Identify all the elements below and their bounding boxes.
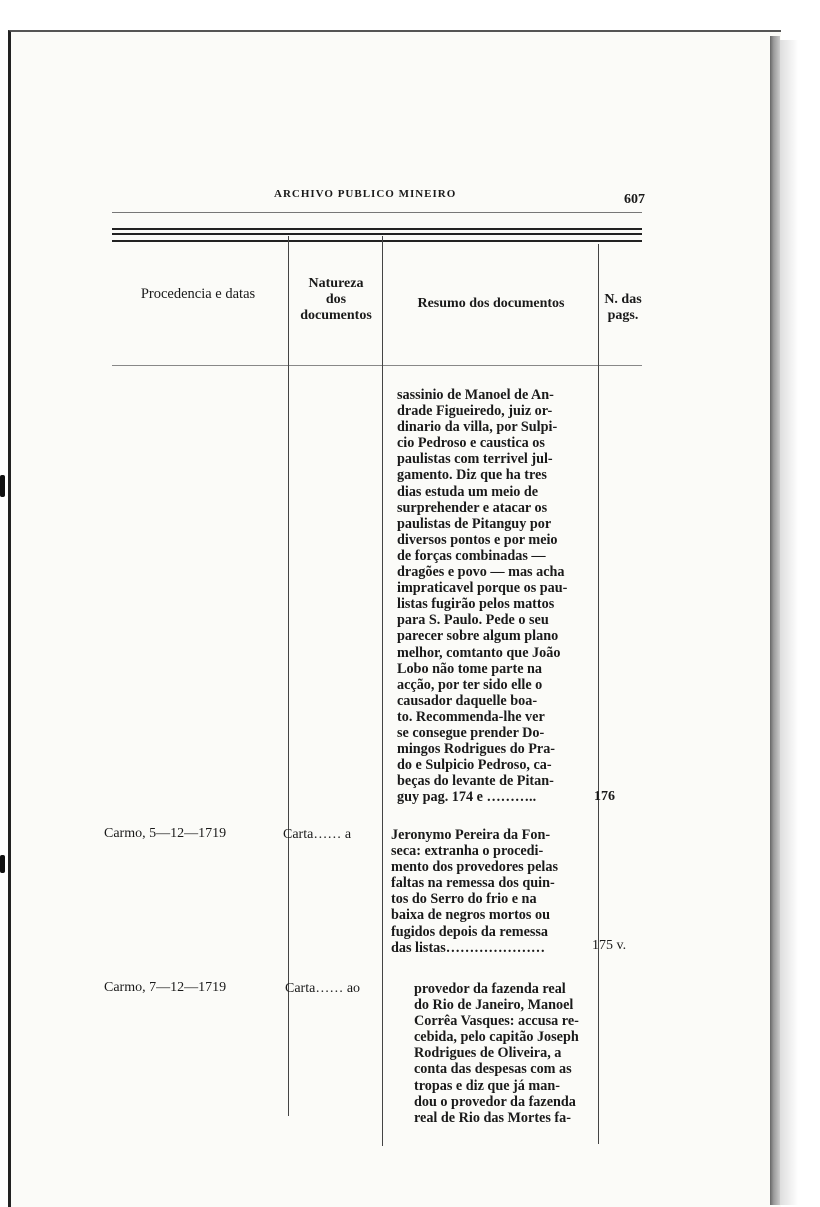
summary-line: tropas e diz que já man- [414,1077,560,1094]
summary-line: provedor da fazenda real [414,981,566,997]
summary-line: Jeronymo Pereira da Fon- [391,827,551,843]
summary-line: Lobo não tome parte na [397,660,543,677]
summary-line: paulistas de Pitanguy por [397,515,552,532]
entry-pages: 175 v. [592,938,627,953]
summary-line: dou o provedor da fazenda [414,1093,576,1110]
binding-mark [0,475,5,497]
summary-line: melhor, comtanto que João [397,644,561,661]
entry-pages: 176 [594,789,615,804]
column-header-nature-line: dos [325,292,347,307]
summary-line: Rodrigues de Oliveira, a [414,1045,562,1062]
summary-line: to. Recommenda-lhe ver [397,708,545,725]
entry-origin: Carmo, 7—12—1719 [104,980,227,995]
column-header-pages [598,292,648,324]
summary-line: para S. Paulo. Pede o seu [397,612,549,629]
summary-line: impraticavel porque os pau- [397,580,568,597]
summary-line: faltas na remessa dos quin- [391,875,555,892]
header-rule [112,212,642,213]
summary-line: listas fugirão pelos mattos [397,596,555,613]
entry-summary [391,827,558,956]
entry-summary [397,387,567,805]
column-head-rule [112,365,642,366]
column-header-nature [290,276,382,324]
summary-line: acção, por ter sido elle o [397,676,543,693]
summary-line: beças do levante de Pitan- [397,773,554,790]
column-header-pages-line: N. das [604,292,642,307]
column-divider [598,244,599,1144]
running-head: ARCHIVO PUBLICO MINEIRO [274,188,457,200]
summary-line: dinario da villa, por Sulpi- [397,419,558,436]
summary-line: mingos Rodrigues do Pra- [397,741,556,758]
entry-nature: Carta…… ao [285,981,361,996]
summary-line: tos do Serro do frio e na [391,891,537,908]
summary-line: guy pag. 174 e ……….. [397,789,537,806]
column-divider [382,236,383,1146]
entry-summary [414,981,579,1126]
summary-line: drade Figueiredo, juiz or- [397,403,553,420]
column-header-nature-line: documentos [300,308,372,323]
entry-origin: Carmo, 5—12—1719 [104,826,227,841]
page-edge-highlight [780,40,798,1205]
page-number: 607 [624,192,645,207]
table-top-rule [112,228,642,230]
column-header-origin: Procedencia e datas [140,286,256,302]
summary-line: gamento. Diz que ha tres [397,467,547,484]
summary-line: causador daquelle boa- [397,692,538,709]
column-header-pages-line: pags. [607,308,639,323]
summary-line: Corrêa Vasques: accusa re- [414,1013,579,1030]
summary-line: cio Pedroso e caustica os [397,435,545,452]
summary-line: se consegue prender Do- [397,724,545,741]
table-top-rule [112,240,642,242]
column-header-summary: Resumo dos documentos [417,296,565,311]
summary-line: do Rio de Janeiro, Manoel [414,997,574,1014]
summary-line: conta das despesas com as [414,1061,572,1078]
summary-line: sassinio de Manoel de An- [397,387,554,403]
summary-line: dragões e povo — mas acha [397,564,565,581]
summary-line: fugidos depois da remessa [391,923,549,940]
page-edge-shadow [770,36,780,1205]
summary-line: diversos pontos e por meio [397,531,558,548]
column-header-nature-line: Natureza [308,276,364,291]
summary-line: dias estuda um meio de [397,483,539,500]
summary-line: seca: extranha o procedi- [391,843,544,860]
summary-line: parecer sobre algum plano [397,628,559,645]
summary-line: de forças combinadas — [397,547,546,564]
summary-line: mento dos provedores pelas [391,859,558,876]
binding-mark [0,855,5,873]
summary-line: baixa de negros mortos ou [391,907,550,924]
summary-line: surprehender e atacar os [397,499,548,516]
summary-line: real de Rio das Mortes fa- [414,1109,571,1126]
summary-line: do e Sulpicio Pedroso, ca- [397,757,552,774]
summary-line: das listas………………… [391,939,546,956]
summary-line: cebida, pelo capitão Joseph [414,1029,579,1046]
table-top-rule [112,233,642,235]
entry-nature: Carta…… a [283,827,352,842]
summary-line: paulistas com terrivel jul- [397,451,553,468]
page-background [8,30,781,1207]
